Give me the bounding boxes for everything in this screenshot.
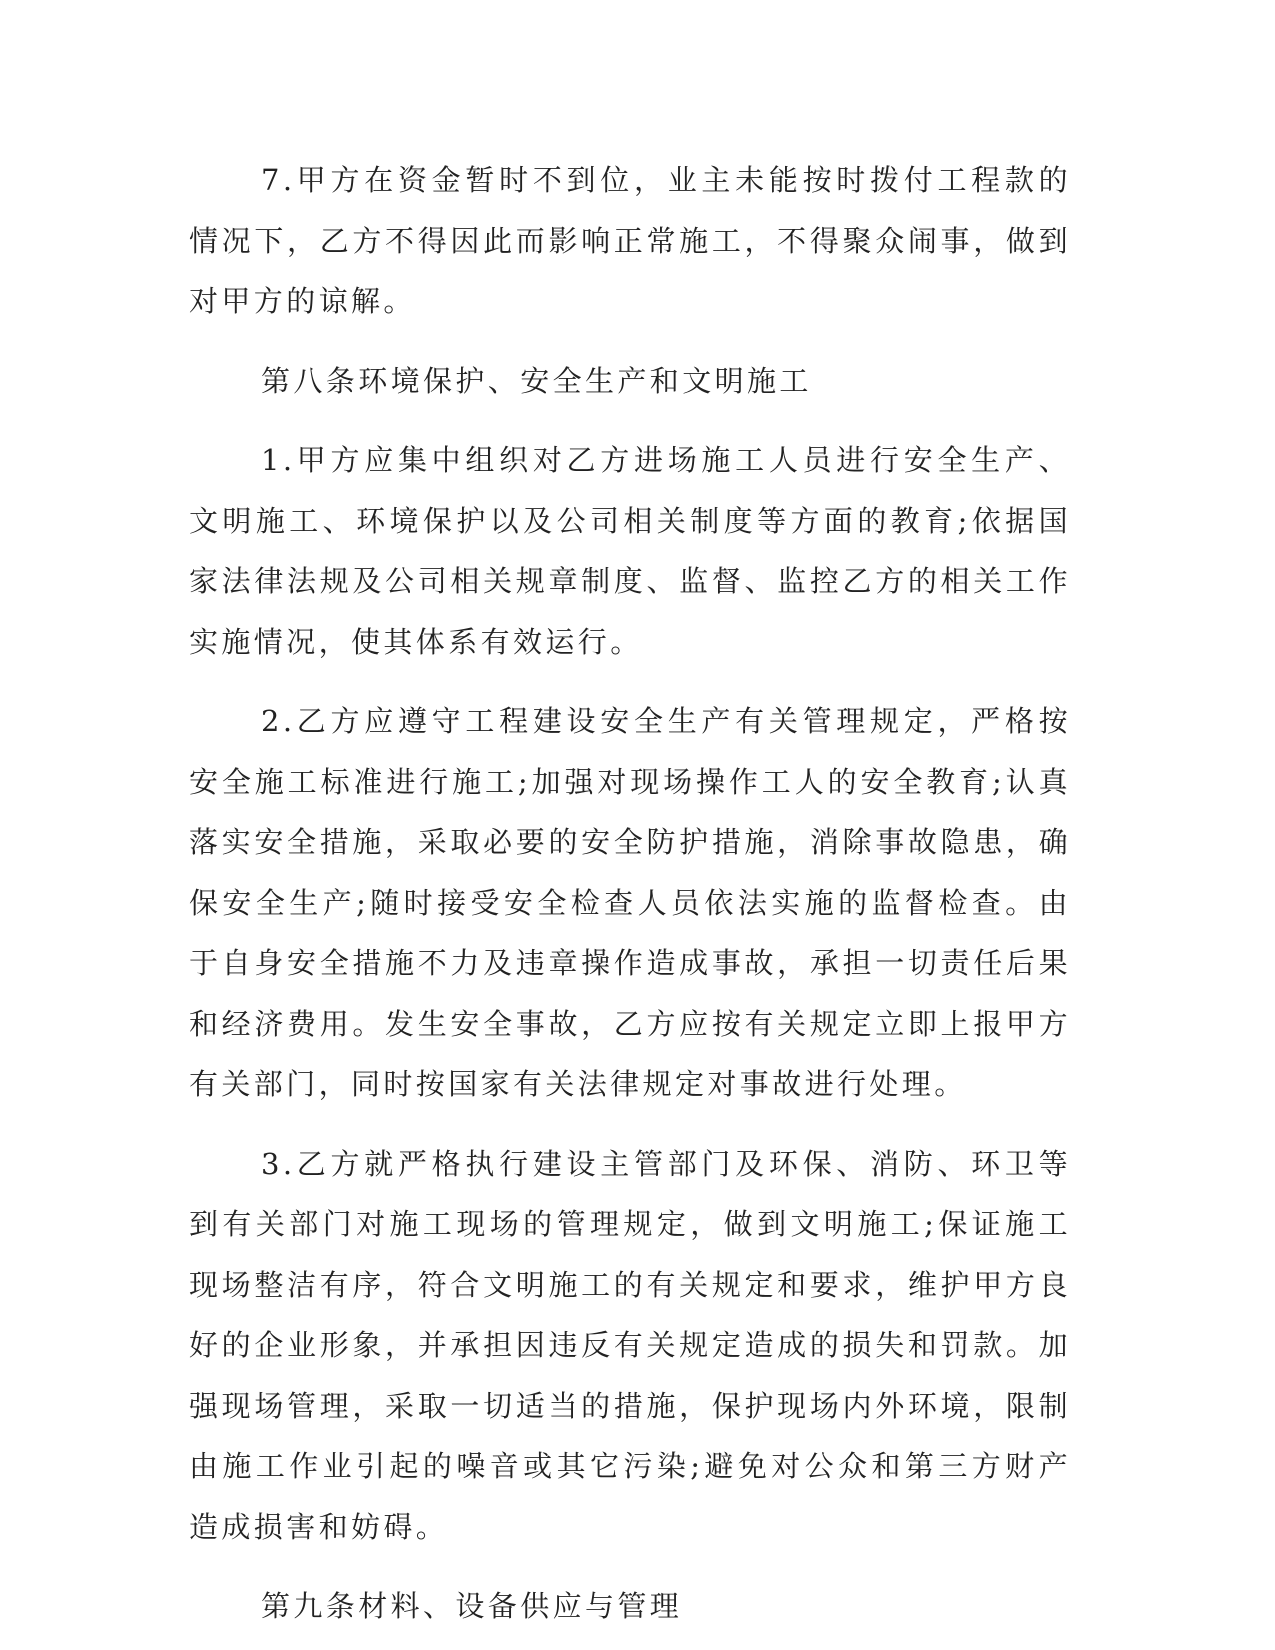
- clause-3-paragraph: 3.乙方就严格执行建设主管部门及环保、消防、环卫等到有关部门对施工现场的管理规定，做到文明施工;保证施工现场整洁有序，符合文明施工的有关规定和要求，维护甲方良好的企业形象，并承担因违反有关规定造成的损失和罚款。加强现场管理，采取一切适当的措施，保护现场内外环境，限制由施工作业引起的噪音或其它污染;避免对公众和第三方财产造成损害和妨碍。: [189, 1146, 1071, 1544]
- article-9-heading: 第九条材料、设备供应与管理: [261, 1589, 683, 1623]
- clause-7-paragraph: 7.甲方在资金暂时不到位，业主未能按时拨付工程款的情况下，乙方不得因此而影响正常施工，不得聚众闹事，做到对甲方的谅解。: [189, 163, 1071, 318]
- clause-1-paragraph: 1.甲方应集中组织对乙方进场施工人员进行安全生产、文明施工、环境保护以及公司相关制度等方面的教育;依据国家法律法规及公司相关规章制度、监督、监控乙方的相关工作实施情况，使其体系有效运行。: [189, 443, 1071, 659]
- article-8-heading: 第八条环境保护、安全生产和文明施工: [261, 363, 812, 398]
- document-body: [189, 150, 1071, 1637]
- clause-2-paragraph: 2.乙方应遵守工程建设安全生产有关管理规定，严格按安全施工标准进行施工;加强对现场操作工人的安全教育;认真落实安全措施，采取必要的安全防护措施，消除事故隐患，确保安全生产;随时接受安全检查人员依法实施的监督检查。由于自身安全措施不力及违章操作造成事故，承担一切责任后果和经济费用。发生安全事故，乙方应按有关规定立即上报甲方有关部门，同时按国家有关法律规定对事故进行处理。: [189, 704, 1071, 1101]
